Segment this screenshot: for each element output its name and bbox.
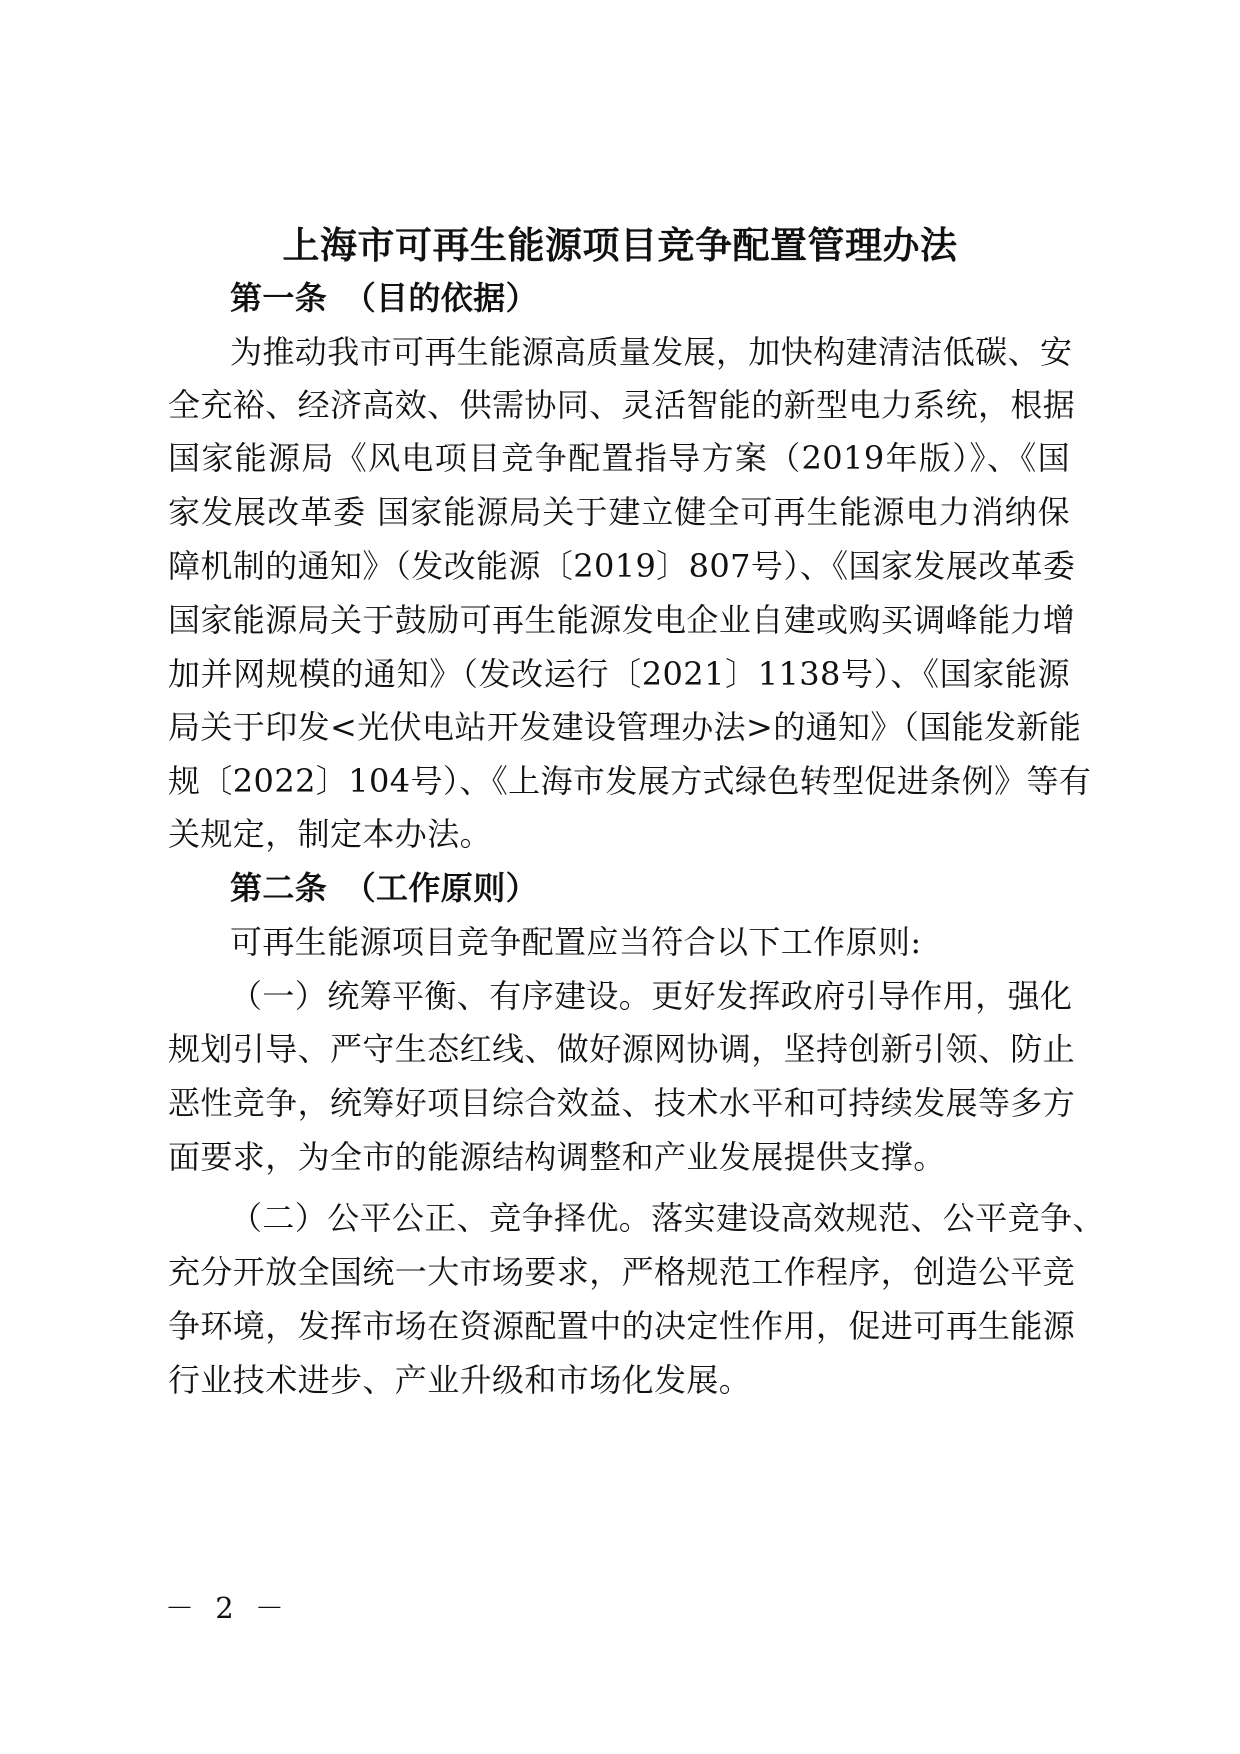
paragraph-line: 可再生能源项目竞争配置应当符合以下工作原则: [230,923,922,961]
page-number: － 2 － [165,1591,290,1625]
paragraph-line: （二）公平公正、竞争择优。落实建设高效规范、公平竞争、 [230,1199,1105,1237]
paragraph-line: 障机制的通知》（发改能源〔2019〕807号）、《国家发展改革委 [168,547,1076,585]
paragraph-line: 局关于印发<光伏电站开发建设管理办法>的通知》（国能发新能 [168,708,1082,746]
paragraph-line: 国家能源局《风电项目竞争配置指导方案（2019年版）》、《国 [168,439,1070,477]
paragraph-line: 行业技术进步、产业升级和市场化发展。 [168,1361,752,1399]
paragraph-line: 充分开放全国统一大市场要求，严格规范工作程序，创造公平竞 [168,1253,1076,1291]
paragraph-line: 全充裕、经济高效、供需协同、灵活智能的新型电力系统，根据 [168,386,1076,424]
paragraph-line: 恶性竞争，统筹好项目综合效益、技术水平和可持续发展等多方 [168,1084,1076,1122]
paragraph-line: 为推动我市可再生能源高质量发展，加快构建清洁低碳、安 [230,333,1073,371]
document-title: 上海市可再生能源项目竞争配置管理办法 [282,224,958,267]
paragraph-line: （一）统筹平衡、有序建设。更好发挥政府引导作用，强化 [230,977,1073,1015]
article-2-heading: 第二条 （工作原则） [230,869,539,907]
paragraph-line: 加并网规模的通知》（发改运行〔2021〕1138号）、《国家能源 [168,655,1070,693]
paragraph-line: 规划引导、严守生态红线、做好源网协调，坚持创新引领、防止 [168,1030,1076,1068]
paragraph-line: 国家能源局关于鼓励可再生能源发电企业自建或购买调峰能力增 [168,601,1076,639]
paragraph-line: 面要求，为全市的能源结构调整和产业发展提供支撑。 [168,1138,946,1176]
paragraph-line: 规〔2022〕104号）、《上海市发展方式绿色转型促进条例》等有 [168,762,1092,800]
paragraph-line: 争环境，发挥市场在资源配置中的决定性作用，促进可再生能源 [168,1307,1076,1345]
article-1-heading: 第一条 （目的依据） [230,279,539,317]
paragraph-line: 关规定，制定本办法。 [168,815,493,853]
paragraph-line: 家发展改革委 国家能源局关于建立健全可再生能源电力消纳保 [168,493,1070,531]
